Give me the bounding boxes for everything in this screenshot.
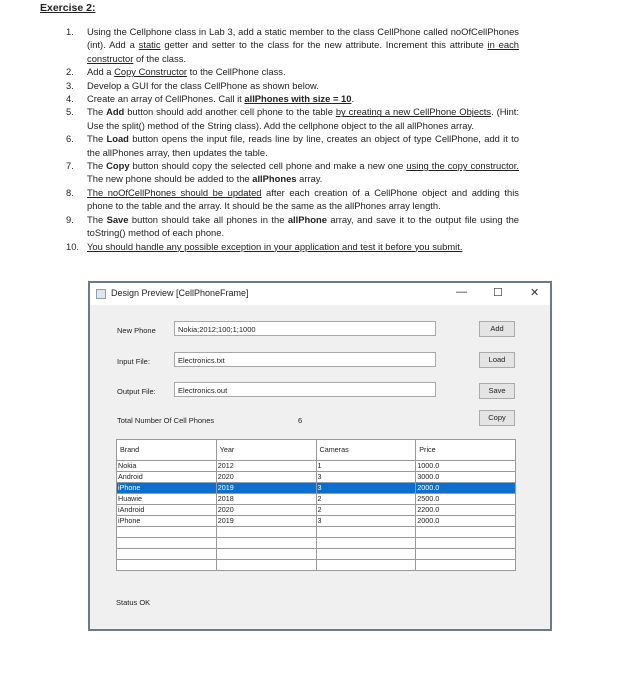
item-text: button should add another cell phone to the table: [124, 106, 336, 118]
item-text: after each creation of a CellPhone object and adding this phone to the table and the array. It should be the same as the allPhones array length.: [87, 186, 519, 212]
item-text: allPhones with size = 10: [244, 93, 352, 105]
item-text: button opens the input file, reads line by line, creates an object of type CellPhone, add it to the allPhones array, then updates the table.: [87, 133, 520, 158]
java-app-icon: [96, 289, 106, 299]
item-text: The new phone should be added to the: [87, 173, 253, 185]
instruction-item: [66, 186, 519, 213]
table-cell[interactable]: 2020: [216, 472, 316, 483]
total-phones-value: 6: [298, 416, 303, 425]
item-text: static: [138, 39, 161, 51]
table-cell[interactable]: Nokia: [117, 461, 217, 472]
table-cell[interactable]: [416, 560, 516, 571]
close-icon[interactable]: ✕: [530, 287, 540, 299]
table-row[interactable]: [117, 549, 516, 560]
table-cell[interactable]: 2012: [216, 461, 316, 472]
table-cell[interactable]: [316, 538, 416, 549]
table-cell[interactable]: iAndroid: [117, 505, 217, 516]
item-text: array, and save it to the output file using the toString() method of each phone.: [87, 213, 519, 239]
table-cell[interactable]: iPhone: [117, 516, 217, 527]
instruction-item: [66, 159, 519, 186]
item-text: to the CellPhone class.: [187, 66, 286, 78]
item-text: .: [351, 93, 355, 105]
item-text: in each constructor: [87, 39, 519, 64]
item-text: Copy: [106, 160, 130, 172]
instructions-list: [66, 25, 519, 253]
item-text: of the class.: [133, 52, 187, 64]
table-cell[interactable]: iPhone: [117, 483, 217, 494]
item-text: Copy Constructor: [114, 66, 188, 78]
table-cell[interactable]: Huawie: [117, 494, 217, 505]
table-row[interactable]: [117, 461, 516, 472]
item-text: Develop a GUI for the class CellPhone as shown below.: [87, 79, 319, 91]
table-cell[interactable]: [216, 527, 316, 538]
input-file-label: Input File:: [117, 357, 150, 366]
item-text: The: [87, 213, 107, 225]
instruction-item: [66, 132, 519, 159]
table-cell[interactable]: [416, 538, 516, 549]
table-row[interactable]: [117, 538, 516, 549]
instruction-item: [66, 65, 519, 78]
instruction-item: [66, 25, 519, 65]
table-cell[interactable]: 3: [316, 472, 416, 483]
table-cell[interactable]: [216, 538, 316, 549]
item-text: Create an array of CellPhones. Call it: [87, 93, 245, 105]
item-number: 4.: [66, 93, 74, 105]
instruction-item: [66, 213, 519, 240]
add-button[interactable]: Add: [479, 321, 515, 337]
item-number: 7.: [66, 160, 74, 172]
table-cell[interactable]: 2020: [216, 505, 316, 516]
item-text: The: [87, 160, 107, 172]
output-file-input[interactable]: Electronics.out: [174, 382, 436, 397]
table-cell[interactable]: [117, 560, 217, 571]
table-cell[interactable]: 2500.0: [416, 494, 516, 505]
item-number: 3.: [66, 79, 74, 91]
table-row[interactable]: [117, 483, 516, 494]
item-text: using the copy constructor.: [406, 160, 519, 172]
table-cell[interactable]: 2018: [216, 494, 316, 505]
minimize-icon[interactable]: —: [456, 286, 467, 298]
item-text: Save: [106, 213, 129, 225]
item-number: 2.: [66, 66, 74, 78]
item-text: allPhone: [287, 213, 327, 225]
new-phone-label: New Phone: [117, 326, 156, 335]
item-text: getter and setter to the class for the new attribute. Increment this attribute: [160, 39, 488, 51]
instruction-item: [66, 79, 519, 92]
window-title: Design Preview [CellPhoneFrame]: [111, 288, 249, 298]
item-text: Using the Cellphone class in Lab 3, add a static member to the class CellPhone called noOfCellPhones (int). Add a: [87, 26, 519, 51]
item-text: The noOfCellPhones should be updated: [87, 186, 262, 198]
item-number: 6.: [66, 133, 74, 145]
table-cell[interactable]: 3: [316, 483, 416, 494]
item-text: The: [87, 106, 107, 118]
table-cell[interactable]: 2019: [216, 516, 316, 527]
maximize-icon[interactable]: ☐: [493, 287, 503, 299]
item-number: 5.: [66, 106, 74, 118]
item-text: Add a: [87, 66, 115, 78]
table-header-row: [117, 440, 516, 461]
column-header[interactable]: Price: [416, 440, 516, 461]
table-cell[interactable]: 2019: [216, 483, 316, 494]
item-text: allPhones: [252, 173, 297, 185]
table-row[interactable]: [117, 472, 516, 483]
load-button[interactable]: Load: [479, 352, 515, 368]
item-number: 1.: [66, 26, 74, 37]
table-cell[interactable]: [117, 527, 217, 538]
table-cell[interactable]: [216, 549, 316, 560]
instruction-item: [66, 240, 519, 253]
cellphone-frame-window: [88, 281, 552, 631]
table-cell[interactable]: [117, 538, 217, 549]
save-button[interactable]: Save: [479, 383, 515, 399]
table-row[interactable]: [117, 560, 516, 571]
table-cell[interactable]: 1000.0: [416, 461, 516, 472]
new-phone-input[interactable]: Nokia;2012;100;1;1000: [174, 321, 436, 336]
input-file-input[interactable]: Electronics.txt: [174, 352, 436, 367]
item-text: button should copy the selected cell phone and make a new one: [129, 160, 407, 172]
item-number: 9.: [66, 213, 74, 225]
table-cell[interactable]: [316, 560, 416, 571]
table-cell[interactable]: 2000.0: [416, 483, 516, 494]
item-number: 8.: [66, 186, 74, 198]
table-cell[interactable]: [216, 560, 316, 571]
item-text: The: [87, 133, 107, 145]
title-bar: [90, 283, 550, 305]
item-text: Load: [106, 133, 129, 145]
item-text: You should handle any possible exception in your application and test it before you submit.: [87, 240, 463, 252]
table-row[interactable]: [117, 527, 516, 538]
item-text: button should take all phones in the: [128, 213, 288, 225]
instruction-item: [66, 92, 519, 105]
table-cell[interactable]: 1: [316, 461, 416, 472]
table-row[interactable]: [117, 494, 516, 505]
item-text: array.: [296, 173, 323, 185]
column-header[interactable]: Year: [216, 440, 316, 461]
status-label: Status OK: [116, 598, 151, 607]
item-number: 10.: [66, 240, 80, 252]
table-cell[interactable]: 2: [316, 494, 416, 505]
item-text: Add: [106, 106, 125, 118]
column-header[interactable]: Brand: [117, 440, 217, 461]
table-cell[interactable]: [416, 527, 516, 538]
table-cell[interactable]: [316, 527, 416, 538]
phones-table[interactable]: [116, 439, 516, 571]
table-cell[interactable]: 3000.0: [416, 472, 516, 483]
table-cell[interactable]: 2000.0: [416, 516, 516, 527]
output-file-label: Output File:: [117, 387, 156, 396]
table-cell[interactable]: [416, 549, 516, 560]
exercise-title: Exercise 2:: [40, 2, 96, 14]
table-cell[interactable]: 2200.0: [416, 505, 516, 516]
item-text: . (Hint: Use the split() method of the String class). Add the cellphone object to the all allPhones array.: [87, 106, 519, 131]
table-cell[interactable]: 3: [316, 516, 416, 527]
copy-button[interactable]: Copy: [479, 410, 515, 426]
table-row[interactable]: [117, 516, 516, 527]
table-cell[interactable]: [316, 549, 416, 560]
instruction-item: [66, 105, 519, 132]
item-text: by creating a new CellPhone Objects: [335, 106, 492, 118]
table-cell[interactable]: Android: [117, 472, 217, 483]
column-header[interactable]: Cameras: [316, 440, 416, 461]
table-cell[interactable]: 2: [316, 505, 416, 516]
total-phones-label: Total Number Of Cell Phones: [117, 416, 215, 425]
table-row[interactable]: [117, 505, 516, 516]
table-cell[interactable]: [117, 549, 217, 560]
